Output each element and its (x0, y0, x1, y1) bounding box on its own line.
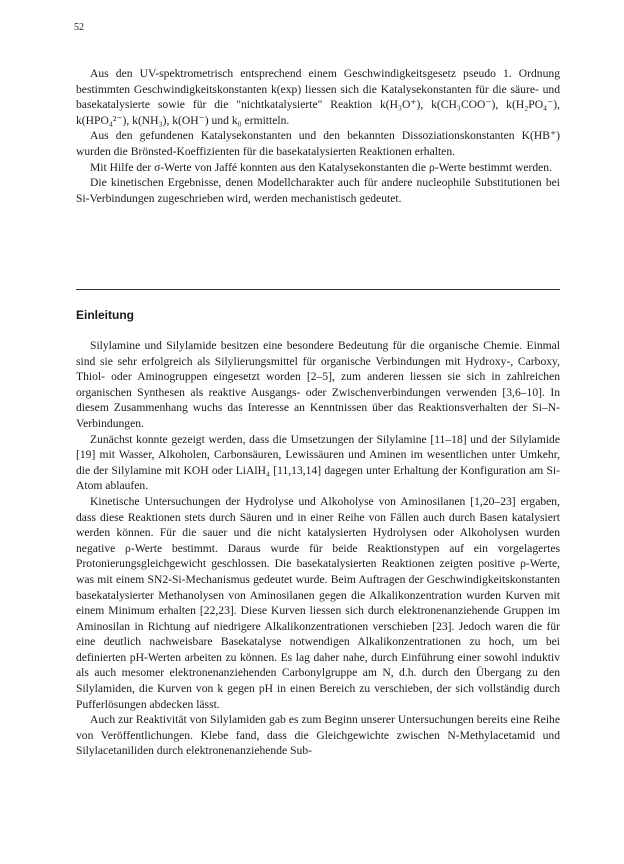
section-divider (76, 289, 560, 290)
abstract-paragraph: Aus den gefundenen Katalysekonstanten und den bekannten Dissoziationskonstanten K(HB⁺) wurden die Brönsted-Koeffizienten für die basekatalysierten Reaktionen erhalten. (76, 129, 560, 158)
abstract-paragraph: Die kinetischen Ergebnisse, denen Modellcharakter auch für andere nucleophile Substitutionen bei Si-Verbindungen zugeschrieben wird, werden mechanistisch gedeutet. (76, 176, 560, 205)
body-paragraph: Kinetische Untersuchungen der Hydrolyse und Alkoholyse von Aminosilanen [1,20–23] ergaben, dass diese Reaktionen stets durch Säuren und in einer Reihe von Fällen auch durch Basen katalysiert werden können. Für die sauer und die nicht katalysierten Hydrolysen oder Alkoholysen wurden negative ρ-Werte bestimmt. Daraus wurde für beide Reaktionstypen auf ein vorgelagertes Protonierungsgleichgewicht geschlossen. Die basekatalysierten Reaktionen zeigten positive ρ-Werte, was mit einem SN2-Si-Mechanismus gedeutet wurde. Beim Auftragen der Geschwindigkeitskonstanten basekatalysierter Methanolysen von Aminosilanen gegen die Alkalikonzentration wurden Kurven mit einem Minimum erhalten [22,23]. Diese Kurven liessen sich durch elektronenanziehende Gruppen im Aminosilan in Richtung auf niedrigere Alkalikonzentrationen verschieben [23]. Jedoch waren die für eine deutlich nachweisbare Basekatalyse notwendigen Alkalikonzentrationen zu hoch, um bei definierten pH-Werten arbeiten zu können. Es lag daher nahe, durch Einführung einer sowohl induktiv als auch mesomer elektronenanziehenden Carbonylgruppe am N, d.h. durch den Übergang zu den Silylamiden, die Kurven von k gegen pH in einen Bereich zu verschieben, der sich vollständig durch Pufferlösungen abdecken lässt. (76, 494, 560, 711)
abstract-paragraph: Aus den UV-spektrometrisch entsprechend einem Geschwindigkeitsgesetz pseudo 1. Ordnung bestimmten Geschwindigkeitskonstanten k(exp) liessen sich die Katalysekonstanten für die säure- und basekatalysierte sowie für die "nichtkatalysierte" Reaktion k(H₃O⁺), k(CH₃COO⁻), k(H₂PO₄⁻), k(HPO₄²⁻), k(NH₃), k(OH⁻) und k₀ ermitteln. (76, 67, 560, 127)
abstract (76, 66, 560, 206)
page-number: 52 (74, 22, 84, 33)
body-paragraph: Silylamine und Silylamide besitzen eine besondere Bedeutung für die organische Chemie. Einmal sind sie sehr erfolgreich als Silylierungsmittel für organische Verbindungen mit Hydroxy-, Carboxy, Thiol- oder Aminogruppen eingesetzt worden [2–5], zum anderen liessen sie sich in zahlreichen organischen Synthesen als reaktive Ausgangs- oder Zwischenverbindungen verwenden [3,6–10]. In diesem Zusammenhang wuchs das Interesse an Kenntnissen über das Reaktionsverhalten der Si–N-Verbindungen. (76, 339, 560, 430)
body-paragraph: Zunächst konnte gezeigt werden, dass die Umsetzungen der Silylamine [11–18] und der Silylamide [19] mit Wasser, Alkoholen, Carbonsäuren, Lewissäuren und Aminen im wesentlichen unter Umkehr, die der Silylamine mit KOH oder LiAlH₄ [11,13,14] dagegen unter Erhaltung der Konfiguration am Si-Atom ablaufen. (76, 432, 560, 493)
section-heading: Einleitung (76, 308, 134, 322)
body-paragraph: Auch zur Reaktivität von Silylamiden gab es zum Beginn unserer Untersuchungen bereits eine Reihe von Veröffentlichungen. Klebe fand, dass die Gleichgewichte zwischen N-Methylacetamid und Silylacetaniliden durch elektronenanziehende Sub- (76, 713, 560, 758)
abstract-paragraph: Mit Hilfe der σ-Werte von Jaffé konnten aus den Katalysekonstanten die ρ-Werte bestimmt werden. (90, 160, 552, 174)
body-text (76, 338, 560, 759)
